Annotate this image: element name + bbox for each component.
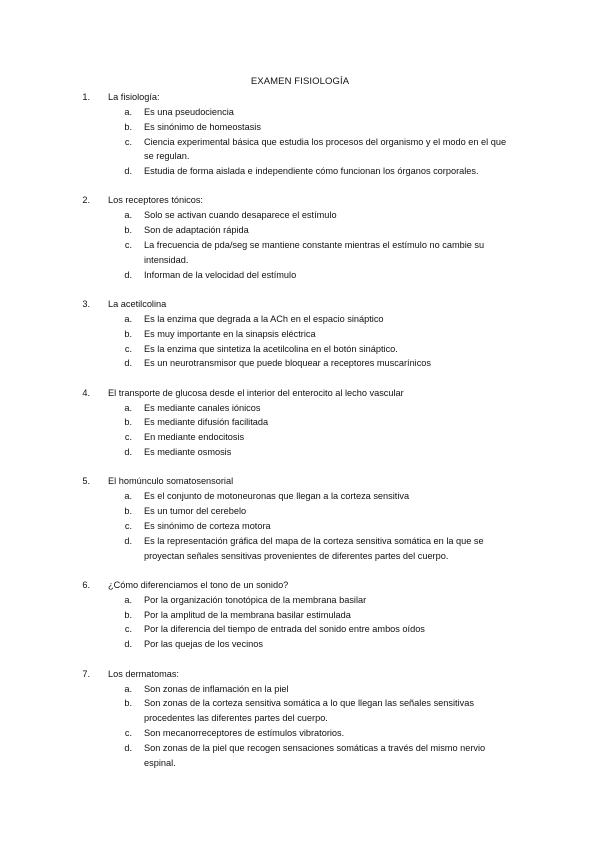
option-text: Ciencia experimental básica que estudia los procesos del organismo y el modo en el que se regulan. [144,136,507,162]
option-d [0,268,600,283]
option-letter: a. [124,210,132,221]
exam-title: EXAMEN FISIOLOGÍA [250,76,350,87]
option-letter: b. [124,417,132,428]
option-b [0,120,600,135]
question-header [0,193,600,208]
option-c [0,519,600,534]
option-letter: b. [124,121,132,132]
option-text: Solo se activan cuando desaparece el estímulo [144,210,337,221]
option-letter: a. [124,313,132,324]
option-c [0,342,600,357]
option-a [0,682,600,697]
option-text: Es una pseudociencia [144,107,234,117]
option-letter: b. [124,609,132,620]
option-b [0,608,600,623]
option-text: Es sinónimo de corteza motora [144,520,271,531]
option-b [0,415,600,430]
question-number: 5. [82,476,90,487]
question-number: 3. [82,298,90,309]
option-letter: d. [124,535,132,546]
question-number: 6. [82,579,90,590]
option-text: Por las quejas de los vecinos [144,639,263,650]
option-text: Son zonas de la corteza sensitiva somática a lo que llegan las señales sensitivas procedentes las diferentes partes del cuerpo. [144,698,474,724]
question-number: 1. [82,92,90,102]
option-d [0,356,600,371]
option-letter: c. [124,727,132,738]
option-d [0,164,600,179]
option-letter: a. [124,107,132,117]
option-letter: b. [124,698,132,709]
option-letter: a. [124,402,132,413]
option-text: La frecuencia de pda/seg se mantiene constante mientras el estímulo no cambie su intensidad. [144,240,485,265]
question-5 [0,474,600,563]
question-text: Los receptores tónicos: [108,195,203,206]
option-text: Por la amplitud de la membrana basilar estimulada [144,609,351,620]
question-7 [0,667,600,771]
option-letter: a. [124,683,132,694]
option-a [0,593,600,608]
option-text: Es mediante difusión facilitada [144,417,269,428]
option-letter: d. [124,358,132,369]
option-letter: b. [124,328,132,339]
option-text: Por la diferencia del tiempo de entrada del sonido entre ambos oídos [144,624,425,635]
option-letter: a. [124,594,132,605]
option-letter: c. [124,343,132,354]
option-text: Es mediante canales iónicos [144,402,261,413]
option-letter: b. [124,506,132,517]
option-letter: b. [124,225,132,236]
question-text: ¿Cómo diferenciamos el tono de un sonido? [108,579,289,590]
option-b [0,223,600,238]
question-number: 4. [82,387,90,398]
option-c [0,622,600,637]
option-c [0,430,600,445]
option-text: Es muy importante en la sinapsis eléctrica [144,328,316,339]
option-text: Es la representación gráfica del mapa de la corteza sensitiva somática en la que se proyectan señales sensitivas provenientes de diferentes partes del cuerpo. [144,535,484,561]
option-a [0,312,600,327]
question-header [0,90,600,105]
option-d [0,637,600,652]
question-header [0,474,600,489]
option-text: Es la enzima que sintetiza la acetilcolina en el botón sináptico. [144,343,398,354]
option-text: En mediante endocitosis [144,432,245,443]
option-text: Es el conjunto de motoneuronas que llegan a la corteza sensitiva [144,491,410,502]
question-text: La acetilcolina [108,298,167,309]
option-letter: d. [124,166,132,177]
question-1 [0,90,600,179]
option-letter: c. [124,624,132,635]
option-text: Por la organización tonotópica de la membrana basilar [144,594,367,605]
option-c [0,726,600,741]
question-text: Los dermatomas: [108,668,179,679]
option-c [0,135,600,165]
option-letter: c. [124,136,132,147]
question-header [0,386,600,401]
option-letter: d. [124,639,132,650]
option-text: Son de adaptación rápida [144,225,249,236]
option-b [0,696,600,726]
option-b [0,327,600,342]
option-text: Es la enzima que degrada a la ACh en el espacio sináptico [144,313,384,324]
option-text: Son mecanorreceptores de estímulos vibratorios. [144,727,345,738]
option-d [0,445,600,460]
question-3 [0,297,600,371]
question-text: El transporte de glucosa desde el interior del enterocito al lecho vascular [108,387,404,398]
option-letter: a. [124,491,132,502]
option-text: Es mediante osmosis [144,447,232,458]
option-letter: c. [124,240,132,251]
question-list [0,90,600,785]
question-6 [0,578,600,652]
option-text: Estudia de forma aislada e independiente cómo funcionan los órganos corporales. [144,166,479,177]
question-2 [0,193,600,282]
question-header [0,297,600,312]
question-text: El homúnculo somatosensorial [108,476,234,487]
option-a [0,489,600,504]
question-4 [0,386,600,460]
option-letter: d. [124,269,132,280]
option-letter: c. [124,520,132,531]
option-text: Son zonas de la piel que recogen sensaciones somáticas a través del mismo nervio espinal. [144,742,486,768]
question-header [0,667,600,682]
option-d [0,741,600,771]
option-a [0,105,600,120]
question-number: 7. [82,668,90,679]
option-text: Es un tumor del cerebelo [144,506,247,517]
question-number: 2. [82,195,90,206]
option-letter: d. [124,447,132,458]
option-a [0,208,600,223]
option-letter: d. [124,742,132,753]
option-text: Es sinónimo de homeostasis [144,121,261,132]
option-text: Es un neurotransmisor que puede bloquear a receptores muscarínicos [144,358,432,369]
option-c [0,238,600,268]
option-text: Informan de la velocidad del estímulo [144,269,297,280]
question-text: La fisiología: [108,92,160,102]
option-d [0,534,600,564]
option-b [0,504,600,519]
question-header [0,578,600,593]
option-a [0,401,600,416]
option-letter: c. [124,432,132,443]
option-text: Son zonas de inflamación en la piel [144,683,289,694]
